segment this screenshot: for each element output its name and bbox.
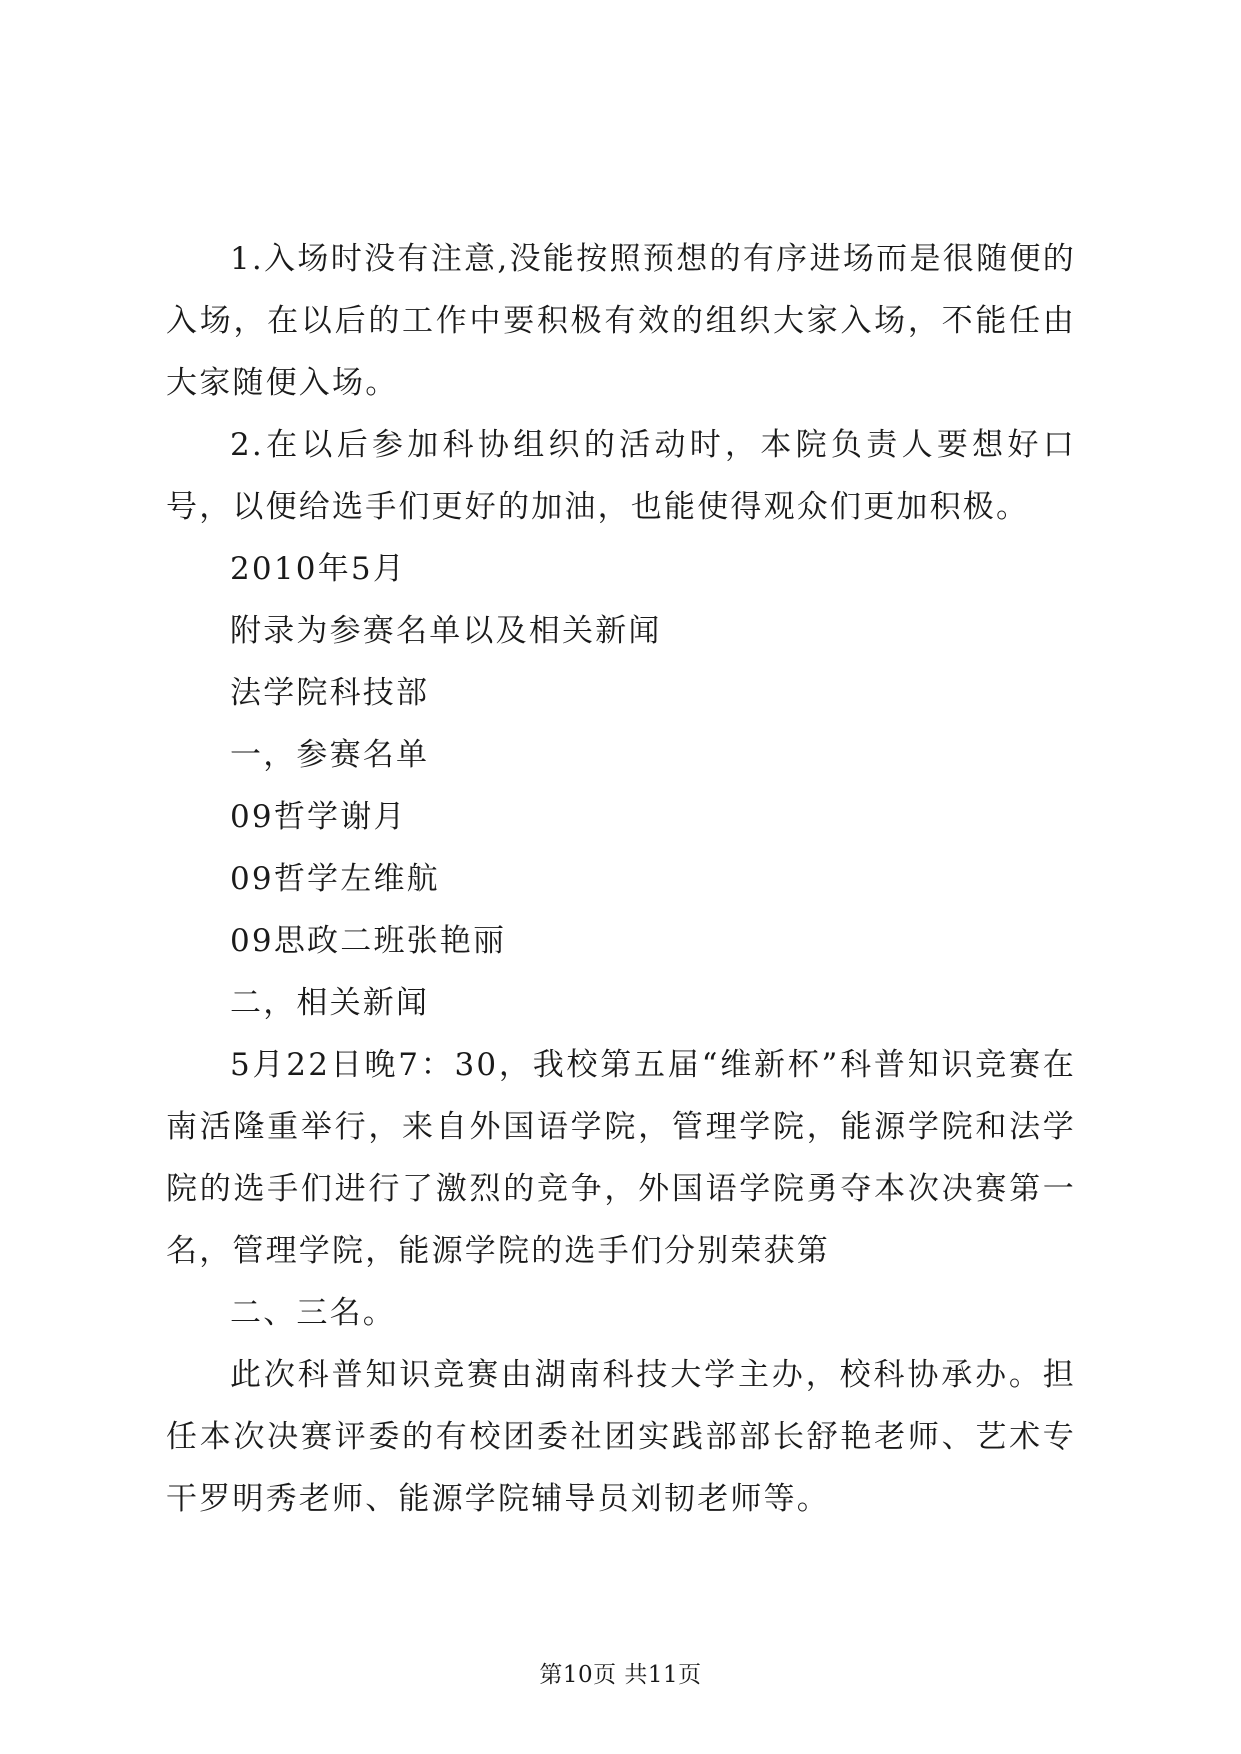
paragraph-news-body: 5月22日晚7：30，我校第五届“维新杯”科普知识竞赛在南活隆重举行，来自外国语学院，管理学院，能源学院和法学院的选手们进行了激烈的竞争，外国语学院勇夺本次决赛第一名，管理学院，能源学院的选手们分别荣获第 <box>166 1047 1076 1269</box>
paragraph-date: 2010年5月 <box>230 551 407 587</box>
paragraph-entry-note-2: 2.在以后参加科协组织的活动时，本院负责人要想好口号，以便给选手们更好的加油，也能使得观众们更加积极。 <box>166 427 1076 525</box>
paragraph-news-rank: 二、三名。 <box>230 1295 396 1331</box>
participant-item: 09哲学谢月 <box>230 799 407 835</box>
paragraph-news-organizers: 此次科普知识竞赛由湖南科技大学主办，校科协承办。担任本次决赛评委的有校团委社团实践部部长舒艳老师、艺术专干罗明秀老师、能源学院辅导员刘韧老师等。 <box>166 1357 1076 1517</box>
section-heading-participants: 一，参赛名单 <box>230 737 430 773</box>
paragraph-department: 法学院科技部 <box>230 675 430 711</box>
participant-item: 09哲学左维航 <box>230 861 440 897</box>
paragraph-entry-note-1: 1.入场时没有注意,没能按照预想的有序进场而是很随便的入场，在以后的工作中要积极有效的组织大家入场，不能任由大家随便入场。 <box>166 241 1076 401</box>
document-body <box>166 228 1076 1530</box>
section-heading-news: 二，相关新闻 <box>230 985 430 1021</box>
page-footer: 第10页 共11页 <box>539 1662 702 1688</box>
participant-item: 09思政二班张艳丽 <box>230 923 507 959</box>
paragraph-appendix-intro: 附录为参赛名单以及相关新闻 <box>230 613 662 649</box>
